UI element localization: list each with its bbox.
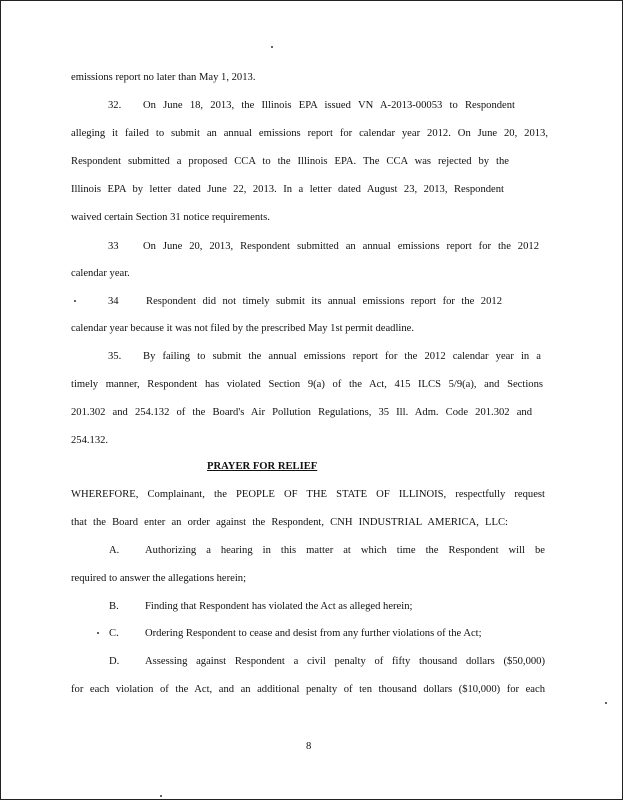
body-line: On June 20, 2013, Respondent submitted an annual emissions report for the 2012 <box>143 241 539 252</box>
body-line: Ordering Respondent to cease and desist from any further violations of the Act; <box>145 628 482 639</box>
list-marker: B. <box>109 601 119 612</box>
body-line: Authorizing a hearing in this matter at which time the Respondent will be <box>145 545 545 556</box>
body-line: that the Board enter an order against the Respondent, CNH INDUSTRIAL AMERICA, LLC: <box>71 517 508 528</box>
body-line: Assessing against Respondent a civil penalty of fifty thousand dollars ($50,000) <box>145 656 545 667</box>
section-heading: PRAYER FOR RELIEF <box>207 461 318 472</box>
body-line: By failing to submit the annual emissions report for the 2012 calendar year in a <box>143 351 541 362</box>
body-line: calendar year because it was not filed by the prescribed May 1st permit deadline. <box>71 323 414 334</box>
body-line: required to answer the allegations herein; <box>71 573 247 584</box>
body-line: WHEREFORE, Complainant, the PEOPLE OF THE STATE OF ILLINOIS, respectfully request <box>71 489 545 500</box>
body-line: On June 18, 2013, the Illinois EPA issued VN A-2013-00053 to Respondent <box>143 100 515 111</box>
paragraph-number: 32. <box>108 100 122 111</box>
scan-speck <box>605 702 607 704</box>
body-line: emissions report no later than May 1, 2013. <box>71 72 256 83</box>
scan-speck <box>271 46 273 48</box>
body-line: waived certain Section 31 notice requirements. <box>71 212 270 223</box>
body-line: alleging it failed to submit an annual emissions report for calendar year 2012. On June 20, 2013, <box>71 128 548 139</box>
body-line: Respondent did not timely submit its annual emissions report for the 2012 <box>146 296 502 307</box>
list-marker: A. <box>109 545 120 556</box>
body-line: 254.132. <box>71 435 109 446</box>
body-line: timely manner, Respondent has violated Section 9(a) of the Act, 415 ILCS 5/9(a), and Sections <box>71 379 543 390</box>
scan-speck <box>160 795 162 797</box>
body-line: 201.302 and 254.132 of the Board's Air Pollution Regulations, 35 Ill. Adm. Code 201.302 and <box>71 407 532 418</box>
paragraph-number: 35. <box>108 351 122 362</box>
body-line: Respondent submitted a proposed CCA to the Illinois EPA. The CCA was rejected by the <box>71 156 509 167</box>
list-marker: D. <box>109 656 120 667</box>
list-marker: C. <box>109 628 119 639</box>
paragraph-number: 34 <box>108 296 119 307</box>
body-line: for each violation of the Act, and an additional penalty of ten thousand dollars ($10,000) for each <box>71 684 545 695</box>
body-line: calendar year. <box>71 268 130 279</box>
paragraph-number: 33 <box>108 241 119 252</box>
scan-speck <box>74 300 76 302</box>
page-number: 8 <box>306 741 312 752</box>
body-line: Finding that Respondent has violated the Act as alleged herein; <box>145 601 413 612</box>
scan-speck <box>97 632 99 634</box>
body-line: Illinois EPA by letter dated June 22, 2013. In a letter dated August 23, 2013, Respondent <box>71 184 504 195</box>
